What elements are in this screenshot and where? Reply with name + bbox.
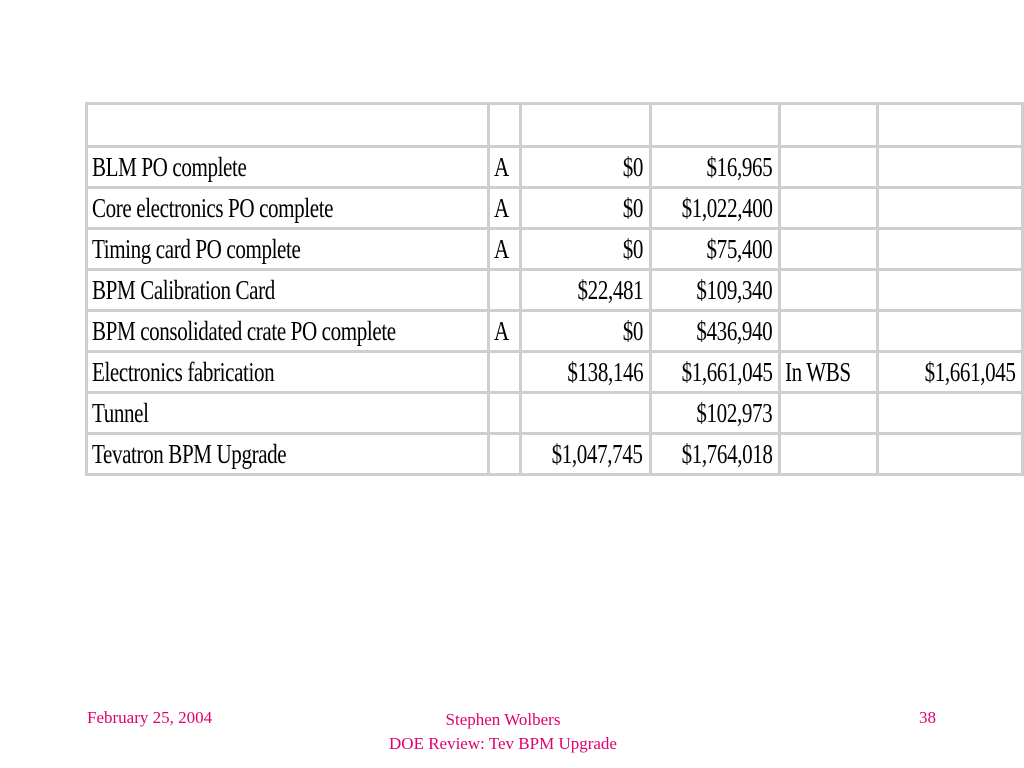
milestone-cost-table: [85, 102, 1024, 476]
milestone-name-cell: Tevatron BPM Upgrade: [87, 434, 489, 475]
total-cell: [877, 147, 1022, 188]
total-cell: [877, 393, 1022, 434]
budget-cell: $75,400: [650, 229, 780, 270]
table-row: [87, 311, 1023, 352]
wbs-cell: [780, 188, 877, 229]
table-row: [87, 393, 1023, 434]
cost-cell: $0: [521, 188, 651, 229]
footer-author: Stephen Wolbers: [445, 710, 561, 729]
total-cell: [877, 188, 1022, 229]
total-cell: [877, 229, 1022, 270]
cost-cell: $22,481: [521, 270, 651, 311]
milestone-name-cell: Timing card PO complete: [87, 229, 489, 270]
budget-cell: $1,764,018: [650, 434, 780, 475]
budget-cell: $1,661,045: [650, 352, 780, 393]
table-header-row: [87, 104, 1023, 147]
flag-cell: A: [489, 147, 521, 188]
wbs-cell: In WBS: [780, 352, 877, 393]
table-row: [87, 229, 1023, 270]
flag-cell: A: [489, 229, 521, 270]
budget-cell: $436,940: [650, 311, 780, 352]
total-cell: [877, 270, 1022, 311]
table-row: [87, 434, 1023, 475]
total-cell: [877, 311, 1022, 352]
milestone-name-cell: BPM consolidated crate PO complete: [87, 311, 489, 352]
header-cell: [489, 104, 521, 147]
flag-cell: [489, 352, 521, 393]
header-cell: [521, 104, 651, 147]
wbs-cell: [780, 147, 877, 188]
flag-cell: [489, 393, 521, 434]
cost-cell: $138,146: [521, 352, 651, 393]
flag-cell: [489, 434, 521, 475]
milestone-name-cell: Tunnel: [87, 393, 489, 434]
budget-cell: $102,973: [650, 393, 780, 434]
flag-cell: A: [489, 188, 521, 229]
budget-cell: $16,965: [650, 147, 780, 188]
milestone-name-cell: BPM Calibration Card: [87, 270, 489, 311]
flag-cell: A: [489, 311, 521, 352]
header-cell: [650, 104, 780, 147]
total-cell: [877, 434, 1022, 475]
milestone-name-cell: Electronics fabrication: [87, 352, 489, 393]
wbs-cell: [780, 393, 877, 434]
cost-cell: $0: [521, 147, 651, 188]
page-number: 38: [919, 708, 936, 727]
wbs-cell: [780, 270, 877, 311]
cost-cell: $1,047,745: [521, 434, 651, 475]
cost-cell: [521, 393, 651, 434]
milestone-name-cell: Core electronics PO complete: [87, 188, 489, 229]
header-cell: [780, 104, 877, 147]
header-cell: [877, 104, 1022, 147]
footer-center: [300, 708, 706, 756]
table-row: [87, 188, 1023, 229]
budget-cell: $1,022,400: [650, 188, 780, 229]
table-row: [87, 147, 1023, 188]
table-row: [87, 352, 1023, 393]
flag-cell: [489, 270, 521, 311]
wbs-cell: [780, 229, 877, 270]
wbs-cell: [780, 434, 877, 475]
cost-cell: $0: [521, 229, 651, 270]
header-cell: [87, 104, 489, 147]
footer-subtitle: DOE Review: Tev BPM Upgrade: [389, 734, 617, 753]
milestone-name-cell: BLM PO complete: [87, 147, 489, 188]
total-cell: $1,661,045: [877, 352, 1022, 393]
budget-cell: $109,340: [650, 270, 780, 311]
wbs-cell: [780, 311, 877, 352]
cost-cell: $0: [521, 311, 651, 352]
footer-date: February 25, 2004: [87, 708, 213, 727]
table-row: [87, 270, 1023, 311]
